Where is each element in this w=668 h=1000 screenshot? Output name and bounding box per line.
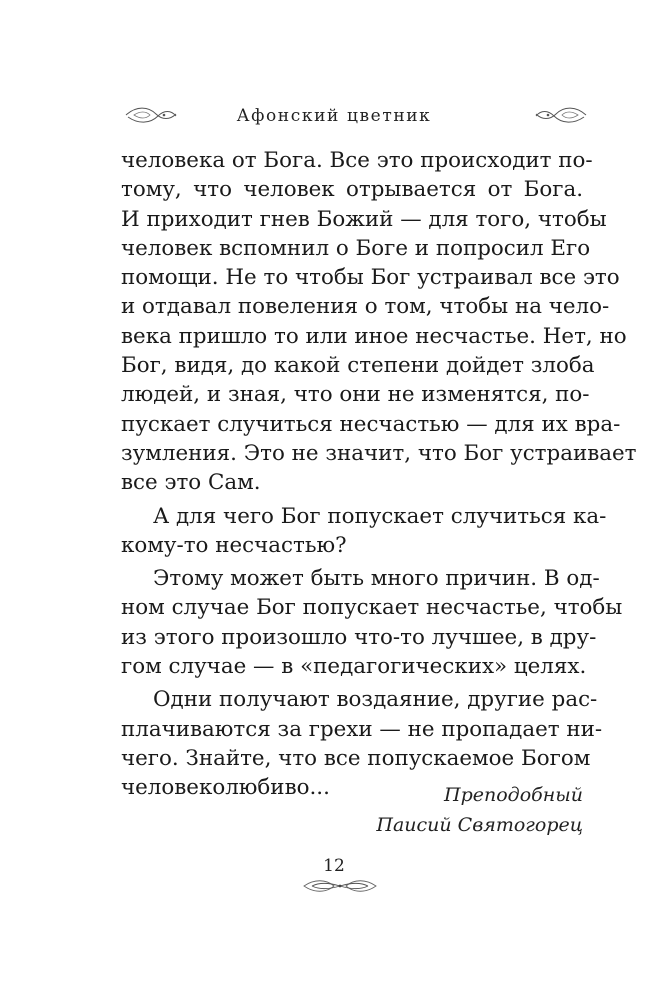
- text-line: А для чего Бог попускает случиться ка-: [153, 503, 607, 529]
- text-line: человек вспомнил о Боге и попросил Его: [121, 235, 591, 261]
- signature-name: Паисий Святогорец: [376, 814, 583, 836]
- text-line: ном случае Бог попускает несчастье, чтобы: [121, 595, 623, 621]
- text-line: Этому может быть много причин. В од-: [153, 566, 600, 592]
- text-line: из этого произошло что-то лучшее, в дру-: [121, 624, 597, 650]
- text-line: помощи. Не то чтобы Бог устраивал все это: [121, 265, 620, 291]
- text-line: И приходит гнев Божий — для того, чтобы: [121, 206, 607, 232]
- text-line: людей, и зная, что они не изменятся, по-: [121, 382, 590, 408]
- text-line: Бог, видя, до какой степени дойдет злоба: [121, 353, 595, 379]
- text-line: тому, что человек отрывается от Бога.: [121, 177, 583, 203]
- paragraph-3: [121, 564, 623, 681]
- page-number: 12: [323, 856, 345, 876]
- text-line: гом случае — в «педагогических» целях.: [121, 654, 587, 680]
- text-line: плачиваются за грехи — не пропадает ни-: [121, 716, 603, 742]
- paragraph-2: [121, 502, 607, 561]
- running-header-title: Афонский цветник: [236, 106, 432, 126]
- signature-title: Преподобный: [444, 784, 583, 806]
- text-line: человека от Бога. Все это происходит по-: [121, 148, 593, 173]
- running-header: [0, 100, 668, 136]
- text-line: зумления. Это не значит, что Бог устраивает: [121, 440, 637, 466]
- text-line: человеколюбиво...: [121, 775, 330, 801]
- text-line: чего. Знайте, что все попускаемое Богом: [121, 745, 591, 771]
- text-line: Одни получают воздаяние, другие рас-: [153, 687, 598, 713]
- paragraph-1: [121, 146, 637, 498]
- text-line: века пришло то или иное несчастье. Нет, но: [121, 323, 627, 349]
- text-line: и отдавал повеления о том, чтобы на чело-: [121, 294, 610, 320]
- flourish-ornament-right-icon: [534, 102, 588, 128]
- body-text: [121, 146, 637, 803]
- text-line: кому-то несчастью?: [121, 532, 347, 558]
- text-line: пускает случиться несчастью — для их вра-: [121, 411, 621, 437]
- flourish-ornament-bottom-icon: [300, 876, 380, 896]
- text-line: все это Сам.: [121, 470, 261, 496]
